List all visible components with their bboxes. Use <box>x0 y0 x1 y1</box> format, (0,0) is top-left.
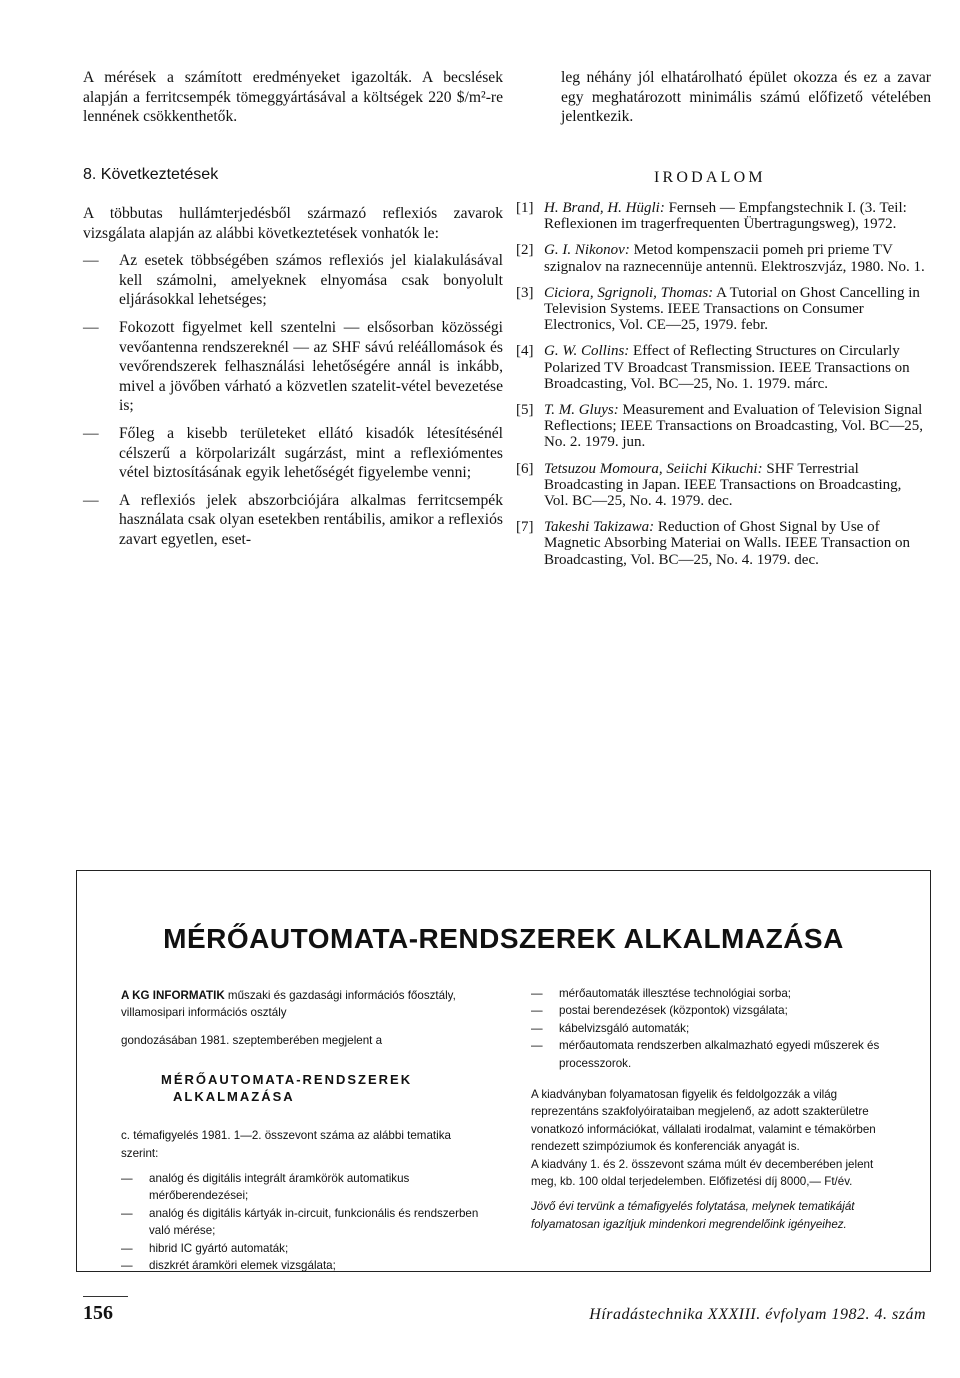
list-item: — Fokozott figyelmet kell szentelni — elsősorban közösségi vevőantenna rendszereknél — az SHF sávú reléállomások és vevőrendszerek felhasználási lehetőségére annál is inkább, mivel a jövőben várható a közvetlen szatelit-vétel bevezetése is; <box>83 318 503 415</box>
reference-list <box>516 200 928 578</box>
reference-item: [1] H. Brand, H. Hügli: Fernseh — Empfangstechnik I. (3. Teil: Reflexionen im tragerfrequenten Übertragungsweg), 1972. <box>516 200 907 233</box>
reference-item: [3] Ciciora, Sgrignoli, Thomas: A Tutorial on Ghost Cancelling in Television Systems. IEEE Transactions on Consumer Electronics, Vol. CE—25, 1979. febr. <box>516 284 920 334</box>
page-number: 156 <box>83 1302 113 1324</box>
ad-topic-list-continued <box>531 985 901 1072</box>
list-item: — Főleg a kisebb területeket ellátó kisadók létesítésénél célszerű a körpolarizált sugárzást, mint a reflexiómentes vétel biztosításának egyik lehetőségét figyelembe venni; <box>83 424 503 482</box>
list-item: — analóg és digitális kártyák in-circuit, funkcionális és rendszerben való mérése; <box>121 1206 479 1238</box>
ad-publication-note: gondozásában 1981. szeptemberében megjelent a <box>121 1033 383 1047</box>
section-paragraph: A többutas hullámterjedésből származó reflexiós zavarok vizsgálata alapján az alábbi következtetések vonhatók le: <box>83 205 503 242</box>
ad-future-plan: Jövő évi tervünk a témafigyelés folytatása, melynek tematikáját folyamatosan igazítjuk mindenkori megrendelőink igényeihez. <box>531 1200 855 1231</box>
reference-item: [6] Tetsuzou Momoura, Seiichi Kikuchi: SHF Terrestrial Broadcasting in Japan. IEEE Transactions on Broadcasting, Vol. BC—25, No. 4. 1979. dec. <box>516 460 902 510</box>
ad-publication-name: MÉRŐAUTOMATA-RENDSZEREK ALKALMAZÁSA <box>161 1072 413 1105</box>
intro-right-paragraph: leg néhány jól elhatárolható épület okozza és ez a zavar egy meghatározott minimális számú előfizető vételében jelentkezik. <box>561 69 931 126</box>
conclusion-list <box>83 251 503 549</box>
ad-subscription-info: A kiadvány 1. és 2. összevont száma múlt év decemberében jelent meg, kb. 100 oldal terjedelemben. Előfizetési díj 8000,— Ft/év. <box>531 1157 874 1189</box>
ad-left-column <box>121 987 491 1274</box>
list-item: — diszkrét áramköri elemek vizsgálata; <box>121 1259 336 1273</box>
list-item: — mérőautomata rendszerben alkalmazható egyedi műszerek és processzorok. <box>531 1039 880 1070</box>
intro-right-text <box>561 68 931 127</box>
list-item: — A reflexiós jelek abszorbciójára alkalmas ferritcsempék használata csak olyan esetekben rentábilis, amikor a reflexiós zavart egyetlen, eset- <box>83 491 503 548</box>
list-item: — hibrid IC gyártó automaták; <box>121 1241 289 1255</box>
journal-footer: Híradástechnika XXXIII. évfolyam 1982. 4. szám <box>589 1306 926 1323</box>
section-heading: 8. Következtetések <box>83 166 219 183</box>
reference-item: [4] G. W. Collins: Effect of Reflecting Structures on Circularly Polarized TV Broadcast Transmission. IEEE Transactions on Broadcasting, Vol. BC—25, No. 1. 1979. márc. <box>516 343 910 392</box>
intro-left-paragraph: A mérések a számított eredményeket igazolták. A becslések alapján a ferritcsempék tömeggyártásával a költségek 220 $/m²-re lennének csökkenthetők. <box>83 69 503 126</box>
references-title: IRODALOM <box>654 169 766 186</box>
list-item: — kábelvizsgáló automaták; <box>531 1021 690 1035</box>
list-item: — analóg és digitális integrált áramkörök automatikus mérőberendezései; <box>121 1172 410 1203</box>
ad-topic-list <box>121 1170 491 1274</box>
list-item: — mérőautomaták illesztése technológiai sorba; <box>531 987 791 1000</box>
section-body <box>83 204 503 558</box>
ad-intro-paragraph: A KG INFORMATIK műszaki és gazdasági információs főosztály, villamosipari információs osztály <box>121 989 456 1020</box>
ad-description: A kiadványban folyamatosan figyelik és feldolgozzák a világ reprezentáns szakfolyóirataiban megjelenő, az adott szakterületre vonatkozó információkat, vállalati irodalmat, valamint e témakörben rendezett szimpóziumok és konferenciák anyagát is. <box>531 1088 876 1154</box>
list-item: — postai berendezések (központok) vizsgálata; <box>531 1004 788 1018</box>
reference-item: [7] Takeshi Takizawa: Reduction of Ghost Signal by Use of Magnetic Absorbing Materiai on Walls. IEEE Transaction on Broadcasting, Vol. BC—25, No. 4. 1979. dec. <box>516 519 910 568</box>
advertisement-box <box>76 870 931 1272</box>
ad-topic-intro: c. témafigyelés 1981. 1—2. összevont száma az alábbi tematika szerint: <box>121 1129 451 1160</box>
ad-right-column <box>531 985 901 1233</box>
ad-title: MÉRŐAUTOMATA-RENDSZEREK ALKALMAZÁSA <box>163 923 844 954</box>
footer-rule <box>83 1296 128 1297</box>
list-item: — Az esetek többségében számos reflexiós jel kialakulásával kell számolni, amelyeknek elnyomása csak bonyolult eljárásokkal lehetséges; <box>83 252 503 309</box>
intro-left-text <box>83 68 503 127</box>
reference-item: [5] T. M. Gluys: Measurement and Evaluation of Television Signal Reflections; IEEE Transactions on Broadcasting, Vol. BC—25, No. 2. 1979. jun. <box>516 402 924 451</box>
reference-item: [2] G. I. Nikonov: Metod kompenszacii pomeh pri prieme TV szignalov na raznecennüje antennü. Elektroszvjáz, 1980. No. 1. <box>516 242 925 275</box>
